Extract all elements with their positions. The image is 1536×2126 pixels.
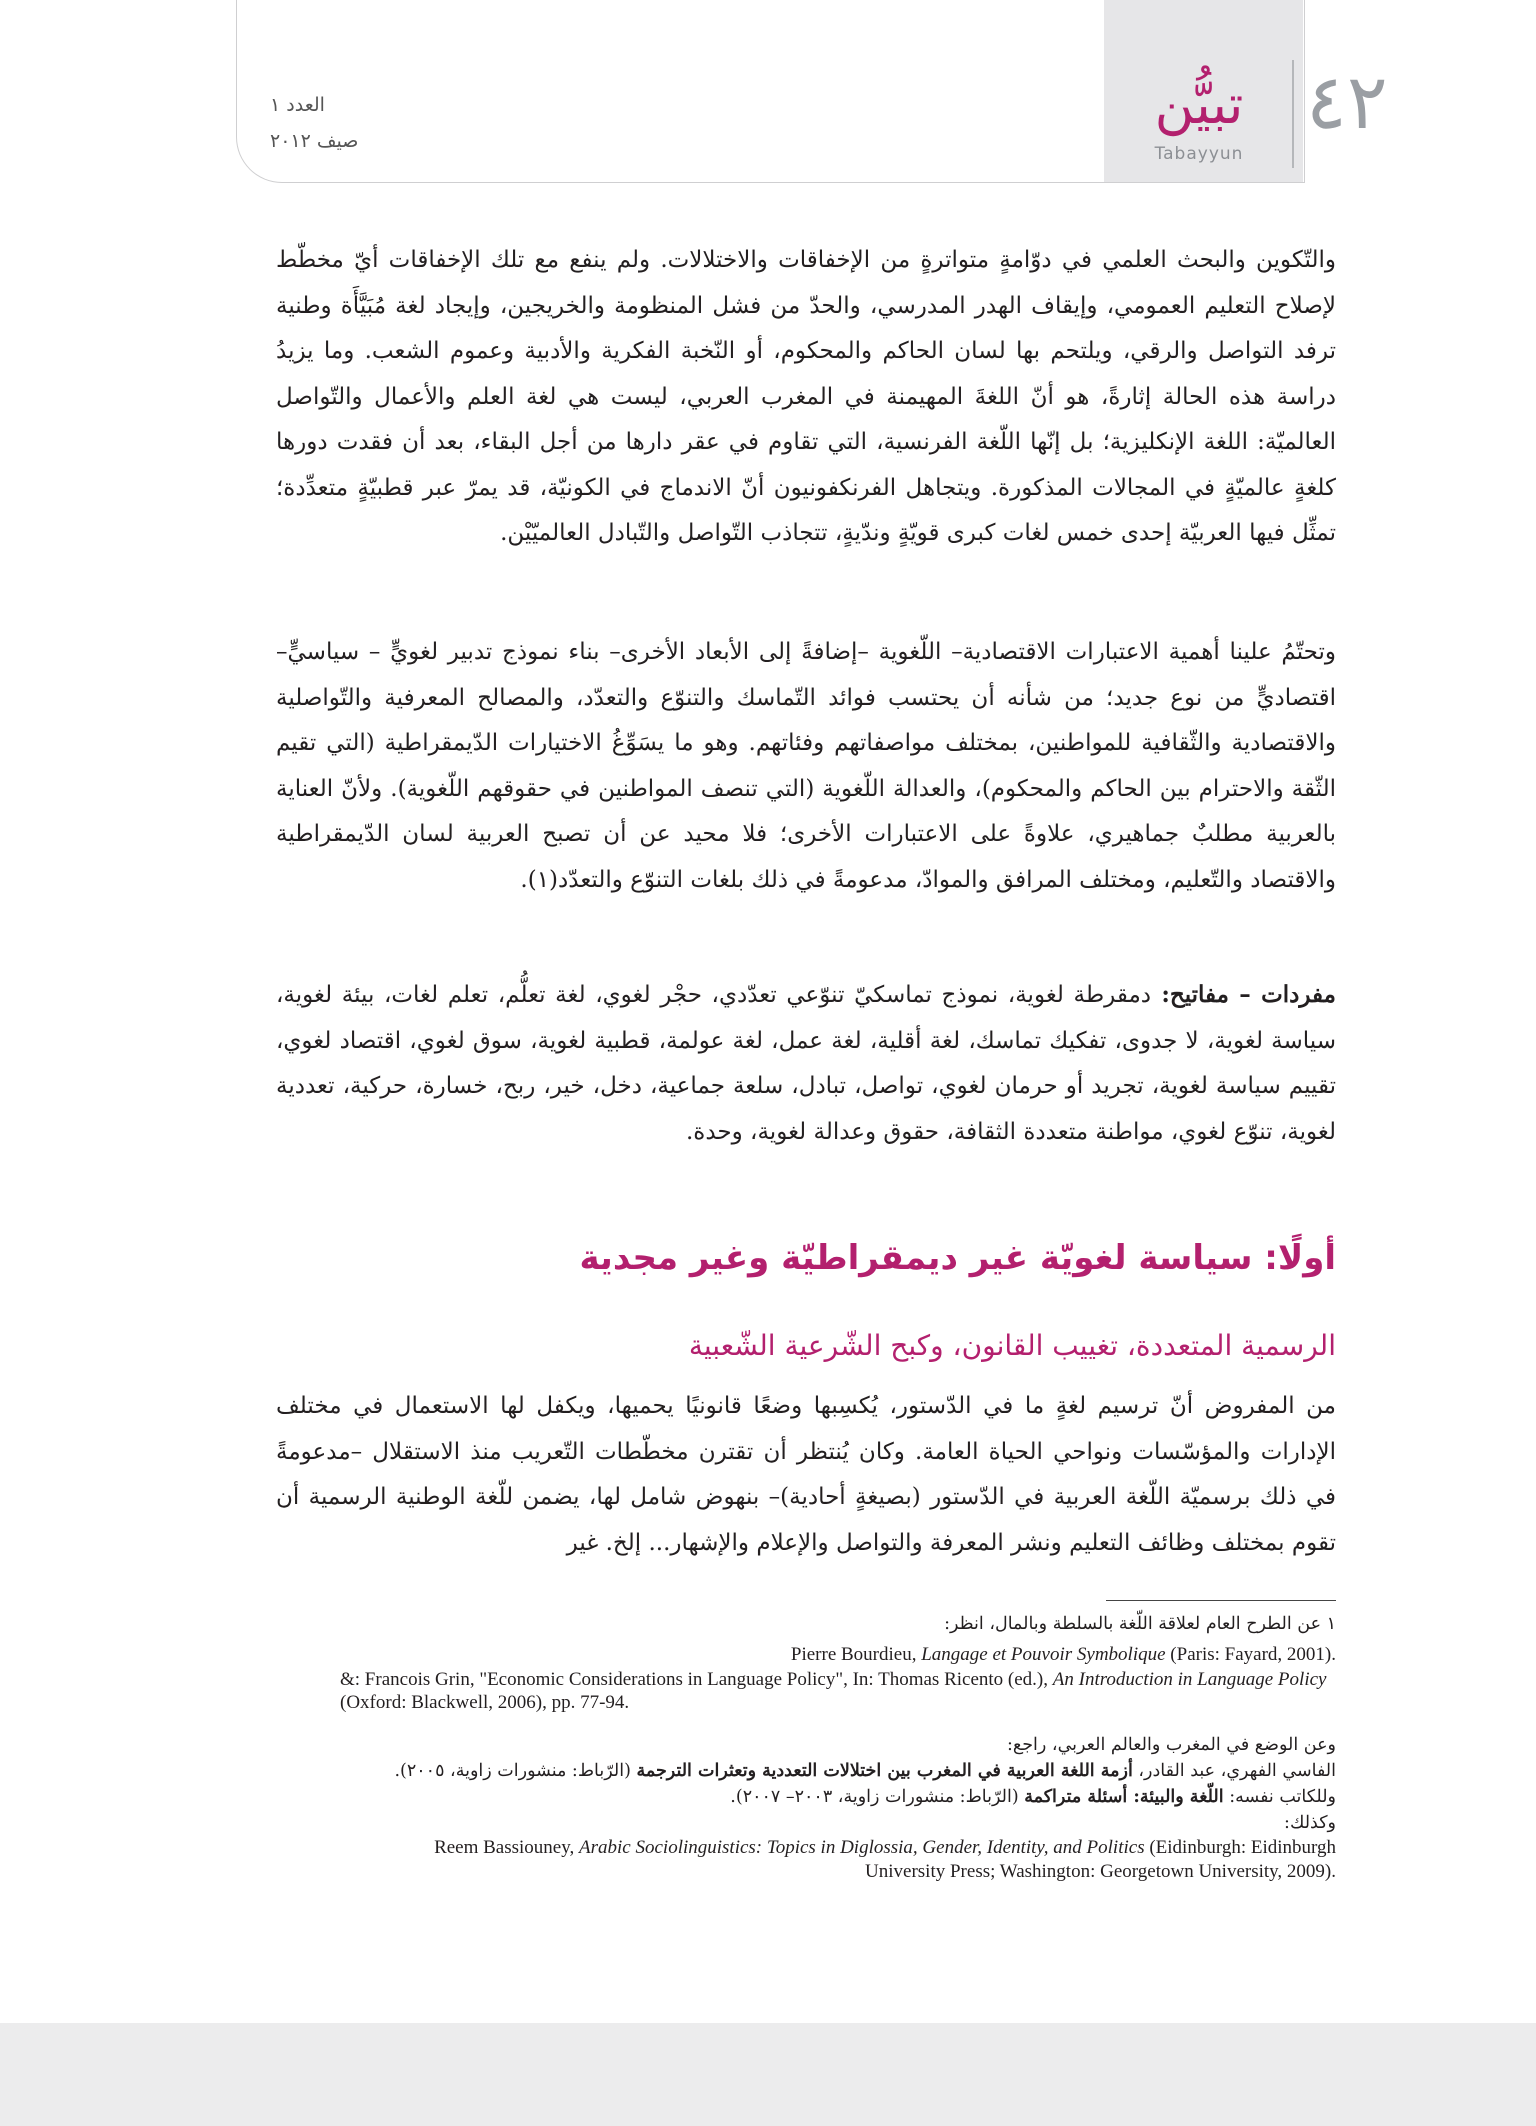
footnote-also-line: وكذلك:	[1284, 1813, 1336, 1833]
footnote-title: An Introduction in Language Policy	[1052, 1669, 1327, 1690]
footnote-author: Pierre Bourdieu,	[790, 1644, 922, 1665]
footnote-ref-grin	[340, 1668, 1336, 1714]
footnote-publication: (Paris: Fayard, 2001).	[1165, 1644, 1336, 1665]
body-paragraph-1: والتّكوين والبحث العلمي في دوّامةٍ متواترةٍ من الإخفاقات والاختلالات. ولم ينفع مع تلك الإخفاقات أيّ مخطّط لإصلاح التعليم العمومي، وإيقاف الهدر المدرسي، والحدّ من فشل المنظومة والخريجين، وإيجاد لغة مُبَيَّأَة وطنية ترفد التواصل والرقي، ويلتحم بها لسان الحاكم والمحكوم، أو النّخبة الفكرية والأدبية وعموم الشعب. وما يزيدُ دراسة هذه الحالة إثارةً، هو أنّ اللغةَ المهيمنة في المغرب العربي، ليست هي لغة العلم والأعمال والتّواصل العالميّة: اللغة الإنكليزية؛ بل إنّها اللّغة الفرنسية، التي تقاوم في عقر دارها من أجل البقاء، بعد أن فقدت دورها كلغةٍ عالميّةٍ في المجالات المذكورة. ويتجاهل الفرنكفونيون أنّ الاندماج في الكونيّة، قد يمرّ عبر قطبيّةٍ متعدِّدة؛ تمثِّل فيها العربيّة إحدى خمس لغات كبرى قويّةٍ وندّيةٍ، تتجاذب التّواصل والتّبادل العالميّيْن.	[276, 247, 1336, 546]
journal-logo-latin: Tabayyun	[1154, 144, 1244, 164]
keywords-paragraph	[276, 972, 1336, 1155]
section-heading: أولًا: سياسة لغويّة غير ديمقراطيّة وغير مجدية	[579, 1238, 1336, 1278]
footnote-title: Arabic Sociolinguistics: Topics in Diglossia, Gender, Identity, and Politics	[579, 1837, 1145, 1858]
footnote-separator	[1106, 1600, 1336, 1601]
footnote-publication: (Eidinburgh: Eidinburgh	[1144, 1837, 1336, 1858]
footnote-author: الفاسي الفهري، عبد القادر،	[1132, 1761, 1336, 1781]
season-label: صيف ٢٠١٢	[270, 130, 359, 152]
footnote-author: وللكاتب نفسه:	[1223, 1787, 1336, 1807]
journal-logo-arabic: تبيُّن	[1154, 73, 1244, 136]
footnote-publication: (الرّباط: منشورات زاوية، ٢٠٠٣– ٢٠٠٧).	[730, 1787, 1025, 1807]
footnote-ref-fassi	[276, 1760, 1336, 1783]
header-divider	[1292, 60, 1294, 168]
footnote-ref-bassiouney	[276, 1836, 1336, 1859]
footnote-title: أزمة اللغة العربية في المغرب بين اختلالات التعددية وتعثرات الترجمة	[636, 1761, 1133, 1781]
keywords-label: مفردات – مفاتيح:	[1151, 981, 1337, 1008]
page-number: ٤٢	[1306, 57, 1388, 146]
footnote-author: &: Francois Grin, "Economic Considerations in Language Policy", In: Thomas Ricento (ed.),	[340, 1669, 1053, 1690]
page-footer-band	[0, 2023, 1536, 2126]
footnote-ref-fassi-2	[276, 1786, 1336, 1809]
footnote-ref-bourdieu	[276, 1643, 1336, 1666]
body-paragraph-3: من المفروض أنّ ترسيم لغةٍ ما في الدّستور، يُكسِبها وضعًا قانونيًا يحميها، ويكفل لها الاستعمال في مختلف الإدارات والمؤسّسات ونواحي الحياة العامة. وكان يُنتظر أن تقترن مخطّطات التّعريب منذ الاستقلال –مدعومةً في ذلك برسميّة اللّغة العربية في الدّستور (بصيغةٍ أحادية)– بنهوض شامل لها، يضمن للّغة الوطنية الرسمية أن تقوم بمختلف وظائف التعليم ونشر المعرفة والتواصل والإعلام والإشهار... إلخ. غير	[276, 1393, 1336, 1556]
footnote-publication: (الرّباط: منشورات زاوية، ٢٠٠٥).	[394, 1761, 637, 1781]
footnote-author: Reem Bassiouney,	[434, 1837, 580, 1858]
footnote-title: Langage et Pouvoir Symbolique	[921, 1644, 1166, 1665]
body-paragraph-2: وتحتّمُ علينا أهمية الاعتبارات الاقتصادية– اللّغوية –إضافةً إلى الأبعاد الأخرى– بناء نموذج تدبير لغويٍّ – سياسيٍّ– اقتصاديٍّ من نوع جديد؛ من شأنه أن يحتسب فوائد التّماسك والتنوّع والتعدّد، والمصالح المعرفية والتّواصلية والاقتصادية والثّقافية للمواطنين، بمختلف مواصفاتهم وفئاتهم. وهو ما يسَوِّغُ الاختيارات الدّيمقراطية (التي تقيم الثّقة والاحترام بين الحاكم والمحكوم)، والعدالة اللّغوية (التي تنصف المواطنين في حقوقهم اللّغوية). ولأنّ العناية بالعربية مطلبٌ جماهيري، علاوةً على الاعتبارات الأخرى؛ فلا محيد عن أن تصبح العربية لسان الدّيمقراطية والاقتصاد والتّعليم، ومختلف المرافق والموادّ، مدعومةً في ذلك بلغات التنوّع والتعدّد(١).	[276, 639, 1336, 893]
footnote-title: اللّغة والبيئة: أسئلة متراكمة	[1024, 1787, 1224, 1807]
keywords-list: دمقرطة لغوية، نموذج تماسكيّ تنوّعي تعدّدي، حجْر لغوي، لغة تعلُّم، تعلم لغات، بيئة لغوية، سياسة لغوية، لا جدوى، تفكيك تماسك، لغة أقلية، لغة عمل، لغة عولمة، قطبية لغوية، سوق لغوي، اقتصاد لغوي، تقييم سياسة لغوية، تجريد أو حرمان لغوي، تواصل، تبادل، سلعة جماعية، دخل، خير، ربح، خسارة، حركية، تعددية لغوية، تنوّع لغوي، مواطنة متعددة الثقافة، حقوق وعدالة لغوية، وحدة.	[276, 982, 1336, 1145]
footnote-1-intro: ١ عن الطرح العام لعلاقة اللّغة بالسلطة وبالمال، انظر:	[944, 1614, 1336, 1634]
issue-label: العدد ١	[270, 94, 325, 116]
footnote-context-line: وعن الوضع في المغرب والعالم العربي، راجع:	[1007, 1735, 1336, 1755]
subsection-heading: الرسمية المتعددة، تغييب القانون، وكبح الشّرعية الشّعبية	[688, 1329, 1336, 1362]
footnote-publication: (Oxford: Blackwell, 2006), pp. 77-94.	[340, 1692, 630, 1713]
footnote-ref-bassiouney-cont: University Press; Washington: Georgetown University, 2009).	[865, 1861, 1336, 1882]
